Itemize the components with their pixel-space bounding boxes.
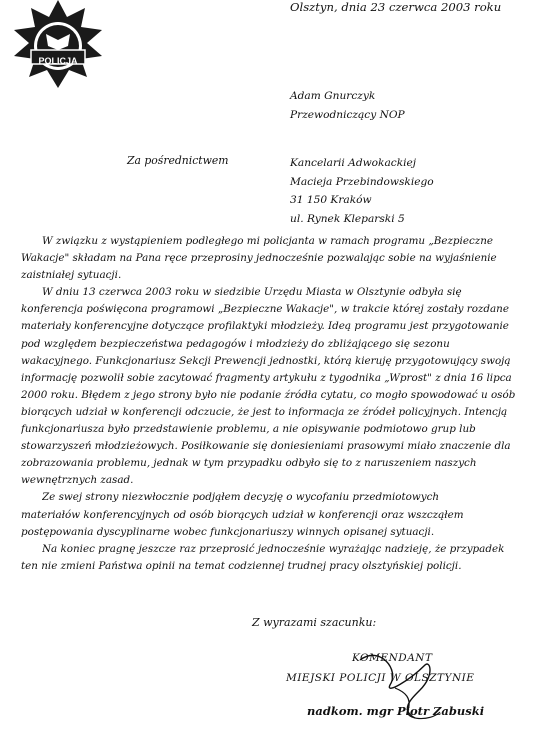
body-line: Ze swej strony niezwłocznie podjąłem decyzję o wycofaniu przedmiotowych [42, 491, 440, 504]
via-label: Za pośrednictwem [127, 154, 229, 167]
body-line: ten nie zmieni Państwa opinii na temat codziennej trudnej pracy olsztyńskiej policji. [21, 559, 462, 572]
body-line: zaistniałej sytuacji. [21, 269, 122, 282]
via-line: Macieja Przebindowskiego [290, 175, 434, 188]
letter-date: Olsztyn, dnia 23 czerwca 2003 roku [290, 0, 502, 14]
signatory-name: nadkom. mgr Piotr Zabuski [307, 704, 485, 718]
signature-title-line: KOMENDANT [352, 652, 433, 664]
via-address-block [290, 154, 434, 228]
body-line: Wakacje" składam na Pana ręce przeprosiny jednocześnie pozwalając sobie na wyjaśnienie [21, 252, 497, 265]
body-line: materiałów konferencyjnych od osób biorących udział w konferencji oraz wszcząłem [21, 508, 464, 521]
logo-text: POLICJA [38, 56, 78, 66]
recipient-title: Przewodniczący NOP [290, 109, 405, 121]
body-line: funkcjonariusza było przedstawienie problemu, a nie opisywanie podmiotowo grup lub [21, 423, 476, 436]
recipient-block [290, 87, 405, 125]
body-line: informację pozwolił sobie zacytować fragmenty artykułu z tygodnika „Wprost" z dnia 16 lipca [21, 371, 512, 384]
body-line: Na koniec pragnę jeszcze raz przeprosić jednocześnie wyrażając nadzieję, że przypadek [42, 542, 505, 555]
letter-body [21, 233, 548, 575]
via-line: ul. Rynek Kleparski 5 [290, 212, 405, 225]
body-line: wakacyjnego. Funkcjonariusz Sekcji Prewencji jednostki, którą kieruję przygotowujący swoją [21, 354, 511, 367]
signature-unit-line: MIEJSKI POLICJI W OLSZTYNIE [286, 672, 475, 684]
body-line: postępowania dyscyplinarne wobec funkcjonariuszy winnych opisanej sytuacji. [21, 525, 435, 538]
body-line: zobrazowania problemu, jednak w tym przypadku odbyło się to z naruszeniem naszych [21, 457, 477, 470]
body-line: W dniu 13 czerwca 2003 roku w siedzibie Urzędu Miasta w Olsztynie odbyła się [42, 286, 462, 299]
closing-phrase: Z wyrazami szacunku: [252, 616, 377, 629]
body-line: konferencja poświęcona programowi „Bezpieczne Wakacje", w trakcie której zostały rozdane [21, 303, 509, 316]
recipient-name: Adam Gnurczyk [290, 90, 376, 102]
police-star-badge-icon [2, 0, 114, 92]
body-line: wewnętrznych zasad. [21, 474, 134, 487]
body-line: materiały konferencyjne dotyczące profilaktyki młodzieży. Ideą programu jest przygotowanie [21, 320, 509, 333]
via-line: 31 150 Kraków [290, 194, 372, 206]
via-line: Kancelarii Adwokackiej [290, 157, 417, 169]
body-line: 2000 roku. Błędem z jego strony było nie podanie źródła cytatu, co mogło spowodować u osób [21, 388, 516, 401]
body-line: W związku z wystąpieniem podległego mi policjanta w ramach programu „Bezpieczne [42, 235, 493, 247]
body-line: stowarzyszeń młodzieżowych. Posiłkowanie się doniesieniami prasowymi miało znaczenie dla [21, 440, 511, 453]
body-line: pod względem bezpieczeństwa pedagogów i młodzieży do zbliżającego się sezonu [21, 337, 450, 350]
body-line: biorących udział w konferencji odczucie, że jest to informacja ze źródeł policyjnych. Intencją [21, 405, 508, 418]
